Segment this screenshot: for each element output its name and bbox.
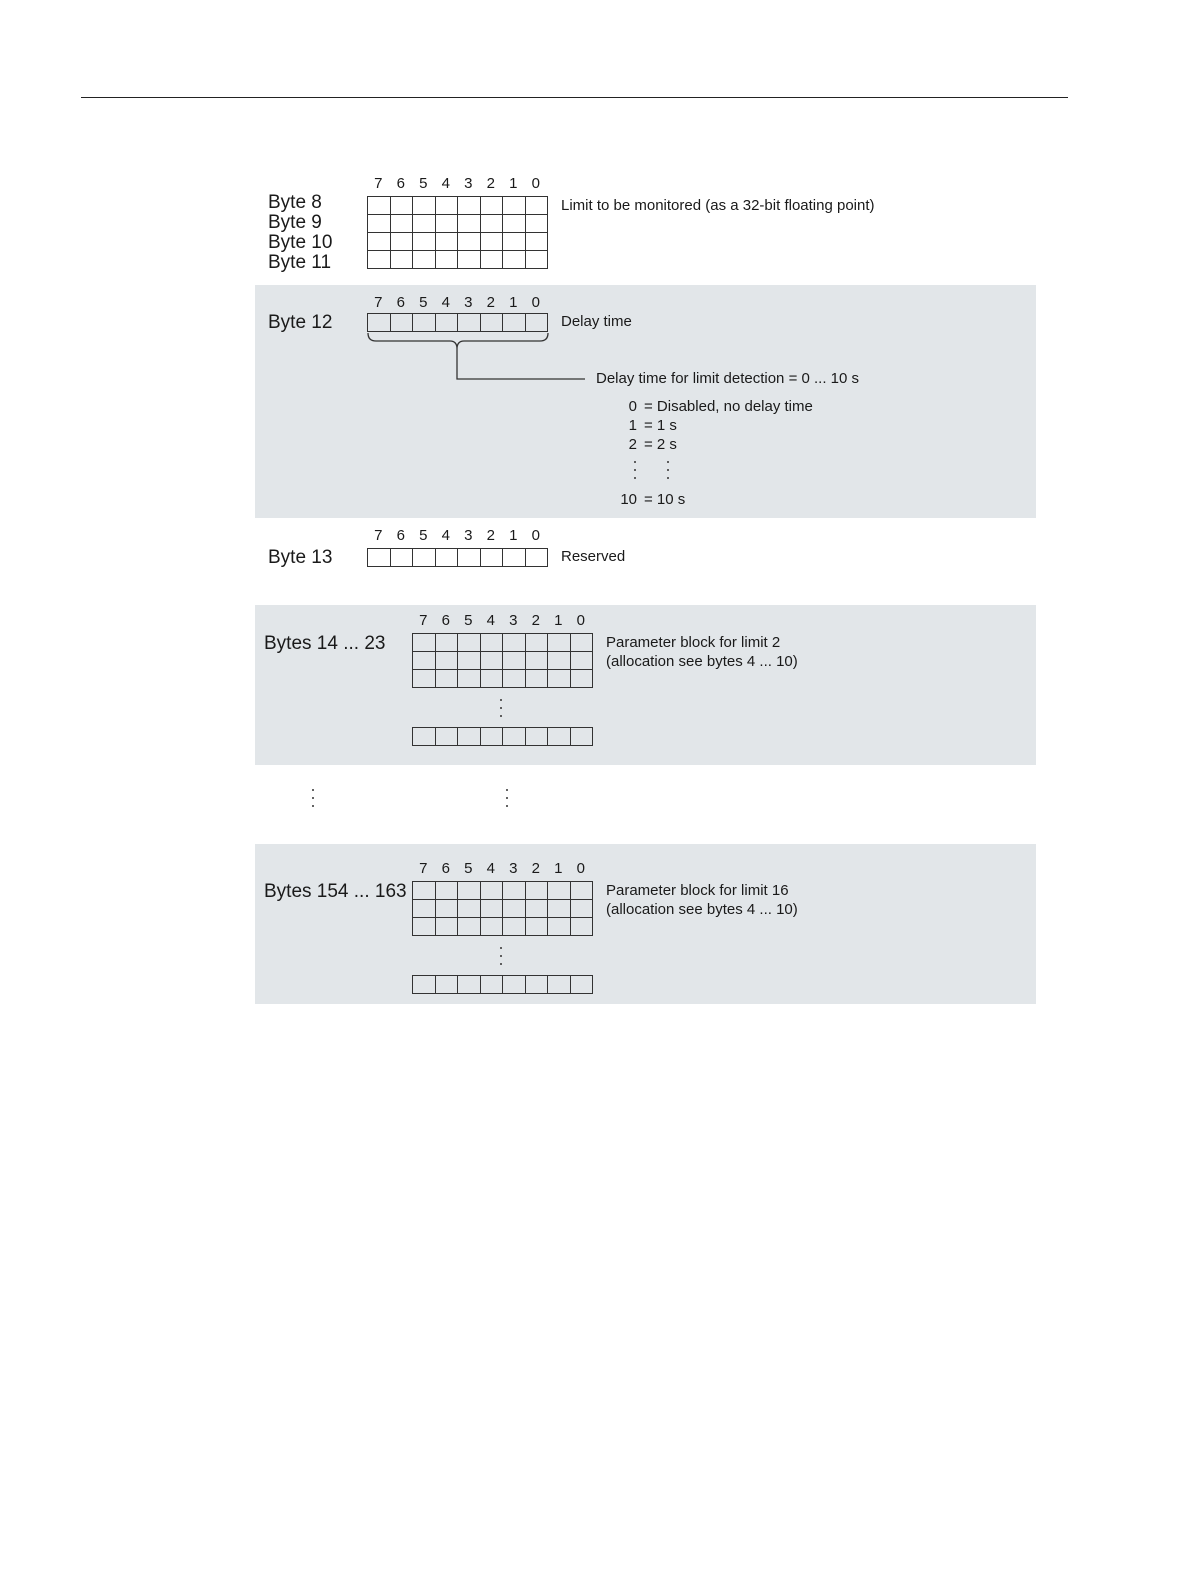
- bit-cell: [526, 900, 549, 918]
- bit-numbers: 7 6 5 4 3 2 1 0: [374, 175, 540, 192]
- bit-cell: [548, 976, 571, 994]
- bit-cell: [503, 918, 526, 936]
- bit-cell: [436, 900, 459, 918]
- bit-cell: [436, 634, 459, 652]
- ellipsis-vertical: [312, 789, 314, 813]
- bit-grid: [412, 975, 593, 994]
- bit-cell: [503, 670, 526, 688]
- bit-cell: [481, 634, 504, 652]
- delay-detail-title: Delay time for limit detection = 0 ... 10 s: [596, 370, 860, 387]
- bit-cell: [458, 976, 481, 994]
- bit-cell: [571, 634, 594, 652]
- bit-cell: [413, 634, 436, 652]
- bit-cell: [458, 918, 481, 936]
- byte-label: Byte 10: [268, 232, 333, 253]
- bit-cell: [413, 549, 436, 567]
- block16-description-line1: Parameter block for limit 16: [606, 882, 789, 899]
- value-key: 0: [628, 398, 637, 415]
- bit-cell: [526, 652, 549, 670]
- block16-description-line2: (allocation see bytes 4 ... 10): [606, 901, 798, 918]
- reserved-description: Reserved: [561, 548, 626, 565]
- bit-cell: [436, 728, 459, 746]
- section-block16-panel: [255, 844, 1036, 1004]
- bit-cell: [503, 882, 526, 900]
- bit-cell: [458, 728, 481, 746]
- bit-cell: [548, 882, 571, 900]
- bit-cell: [458, 652, 481, 670]
- bit-cell: [458, 882, 481, 900]
- value-text: = 10 s: [644, 491, 686, 508]
- bit-cell: [458, 670, 481, 688]
- bit-numbers: 7 6 5 4 3 2 1 0: [374, 294, 540, 311]
- ellipsis-vertical: [506, 789, 508, 813]
- bit-cell: [548, 728, 571, 746]
- bit-cell: [481, 918, 504, 936]
- byte-label: Byte 13: [268, 547, 333, 568]
- bit-cell: [571, 728, 594, 746]
- bit-cell: [436, 549, 459, 567]
- bit-cell: [503, 976, 526, 994]
- bit-cell: [571, 976, 594, 994]
- byte-label: Byte 8: [268, 192, 322, 213]
- bit-cell: [526, 976, 549, 994]
- block2-description-line2: (allocation see bytes 4 ... 10): [606, 653, 798, 670]
- bit-cell: [413, 976, 436, 994]
- limit-description: Limit to be monitored (as a 32-bit floating point): [561, 197, 875, 214]
- byte-label: Byte 11: [268, 252, 332, 273]
- bit-numbers: 7 6 5 4 3 2 1 0: [419, 612, 585, 629]
- bit-cell: [526, 670, 549, 688]
- value-text: = 1 s: [644, 417, 677, 434]
- bit-numbers: 7 6 5 4 3 2 1 0: [374, 527, 540, 544]
- bit-cell: [481, 549, 504, 567]
- bit-cell: [526, 918, 549, 936]
- bit-cell: [458, 549, 481, 567]
- bit-cell: [481, 882, 504, 900]
- bit-grid: [412, 881, 593, 936]
- bit-cell: [436, 976, 459, 994]
- byte-label: Byte 9: [268, 212, 322, 233]
- bit-cell: [571, 882, 594, 900]
- bit-cell: [413, 652, 436, 670]
- bit-cell: [413, 728, 436, 746]
- bit-cell: [413, 670, 436, 688]
- bit-cell: [526, 882, 549, 900]
- ellipsis-vertical: [500, 699, 502, 723]
- bit-cell: [368, 549, 391, 567]
- bit-cell: [481, 900, 504, 918]
- block2-description-line1: Parameter block for limit 2: [606, 634, 781, 651]
- bit-cell: [503, 652, 526, 670]
- bit-grid: [367, 548, 548, 567]
- bit-cell: [481, 670, 504, 688]
- bit-cell: [526, 549, 549, 567]
- bit-cell: [526, 728, 549, 746]
- bit-cell: [436, 918, 459, 936]
- bit-cell: [571, 670, 594, 688]
- bit-cell: [548, 634, 571, 652]
- bit-numbers: 7 6 5 4 3 2 1 0: [419, 860, 585, 877]
- bit-cell: [481, 728, 504, 746]
- bit-cell: [481, 976, 504, 994]
- ellipsis-vertical: [667, 461, 669, 485]
- bit-cell: [548, 900, 571, 918]
- bit-cell: [413, 918, 436, 936]
- byte-label: Byte 12: [268, 312, 333, 333]
- value-key: 1: [628, 417, 637, 434]
- bit-grid: [412, 633, 593, 688]
- byte-label: Bytes 154 ... 163: [264, 881, 407, 902]
- section-block2-panel: [255, 605, 1036, 765]
- bit-cell: [458, 634, 481, 652]
- bit-cell: [481, 652, 504, 670]
- bit-cell: [391, 549, 414, 567]
- bit-cell: [436, 670, 459, 688]
- delay-description: Delay time: [561, 313, 632, 330]
- bit-cell: [503, 634, 526, 652]
- byte-label: Bytes 14 ... 23: [264, 633, 386, 654]
- value-key: 10: [620, 491, 637, 508]
- bit-cell: [503, 728, 526, 746]
- bit-cell: [503, 900, 526, 918]
- bit-cell: [571, 652, 594, 670]
- ellipsis-vertical: [500, 947, 502, 971]
- bit-cell: [526, 634, 549, 652]
- value-key: 2: [628, 436, 637, 453]
- bit-cell: [571, 918, 594, 936]
- ellipsis-vertical: [634, 461, 636, 485]
- bit-cell: [571, 900, 594, 918]
- bit-cell: [413, 882, 436, 900]
- bit-cell: [413, 900, 436, 918]
- bit-cell: [548, 652, 571, 670]
- value-text: = 2 s: [644, 436, 677, 453]
- bit-cell: [458, 900, 481, 918]
- value-text: = Disabled, no delay time: [644, 398, 813, 415]
- bit-cell: [548, 670, 571, 688]
- bit-cell: [436, 882, 459, 900]
- bit-cell: [548, 918, 571, 936]
- bit-cell: [436, 652, 459, 670]
- bit-grid: [412, 727, 593, 746]
- bit-cell: [503, 549, 526, 567]
